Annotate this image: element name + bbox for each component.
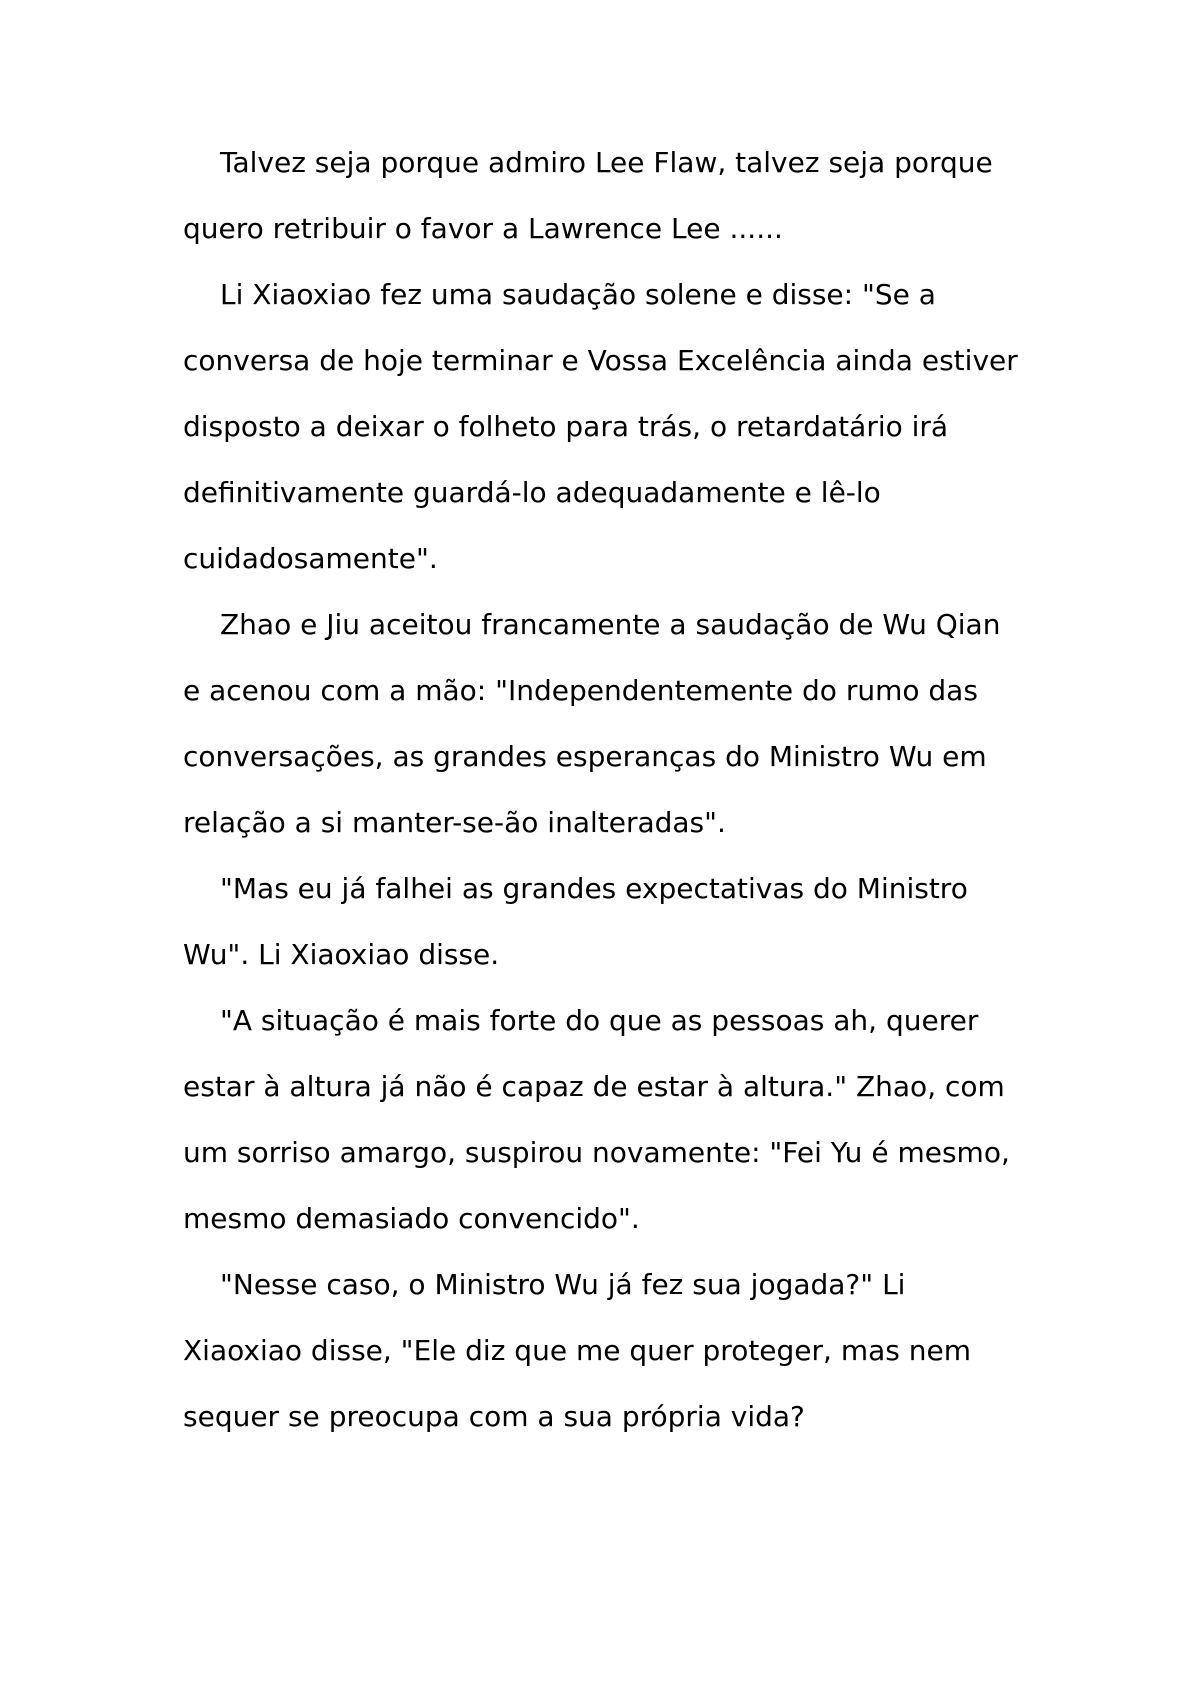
paragraph-1: Talvez seja porque admiro Lee Flaw, talvez seja porque quero retribuir o favor a Lawrence Lee ......	[183, 146, 993, 245]
paragraph-4: "Mas eu já falhei as grandes expectativas do Ministro Wu". Li Xiaoxiao disse.	[183, 872, 968, 971]
paragraph-6: "Nesse caso, o Ministro Wu já fez sua jogada?" Li Xiaoxiao disse, "Ele diz que me quer proteger, mas nem sequer se preocupa com a sua própria vida?	[183, 1268, 972, 1433]
paragraph-5: "A situação é mais forte do que as pessoas ah, querer estar à altura já não é capaz de estar à altura." Zhao, com um sorriso amargo, suspirou novamente: "Fei Yu é mesmo, mesmo demasiado convencido".	[183, 1004, 1010, 1235]
paragraph-2: Li Xiaoxiao fez uma saudação solene e disse: "Se a conversa de hoje terminar e Vossa Excelência ainda estiver disposto a deixar o folheto para trás, o retardatário irá definitivamente guardá-lo adequadamente e lê-lo cuidadosamente".	[183, 278, 1018, 575]
document-body	[183, 130, 1023, 1450]
paragraph-3: Zhao e Jiu aceitou francamente a saudação de Wu Qian e acenou com a mão: "Independentemente do rumo das conversações, as grandes esperanças do Ministro Wu em relação a si manter-se-ão inalteradas".	[183, 608, 1001, 839]
